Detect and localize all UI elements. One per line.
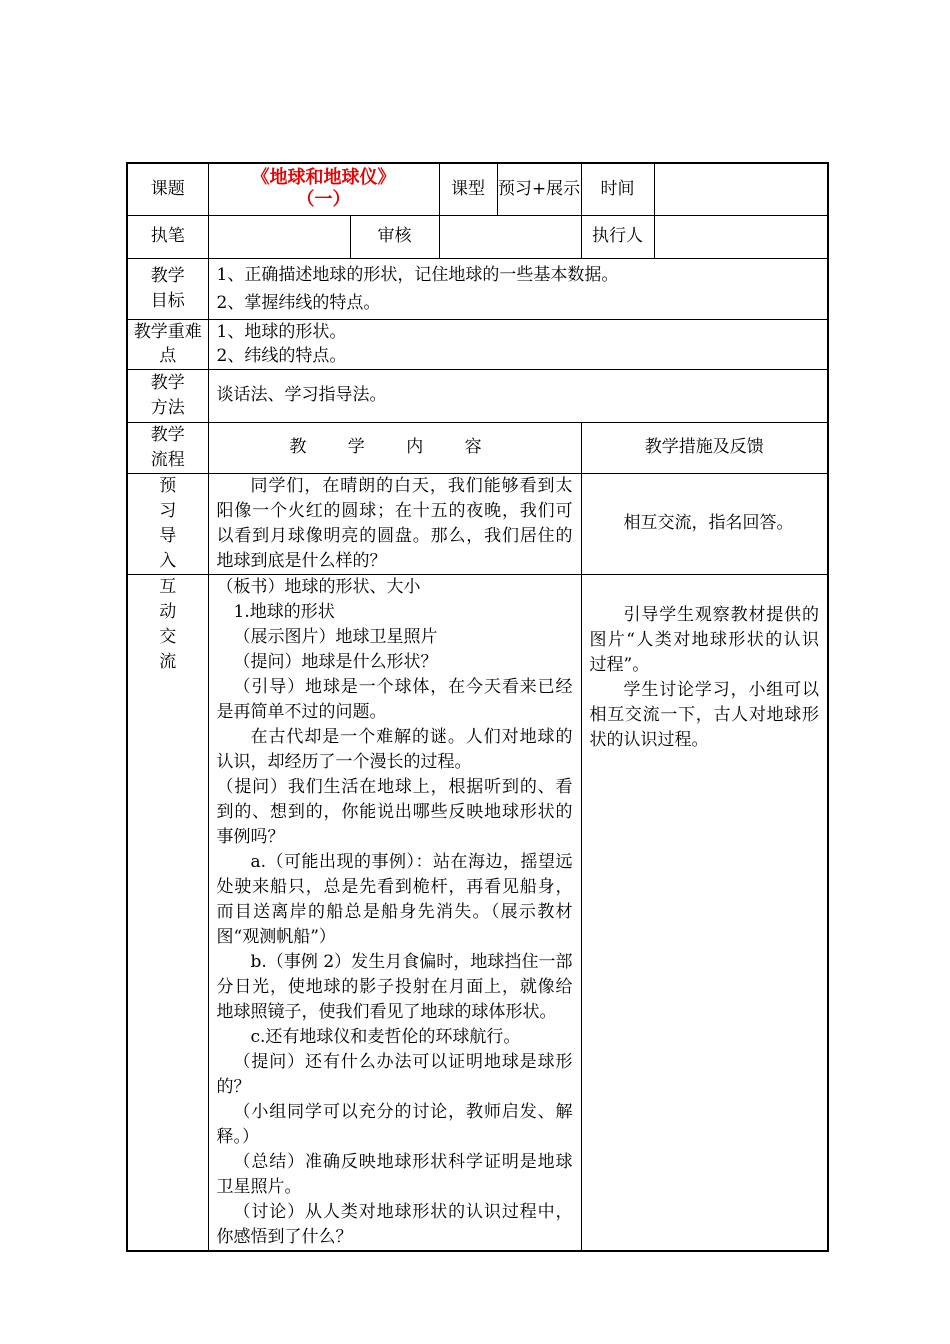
goals-label-text: 教学目标 (150, 265, 185, 311)
interact-paragraph: （提问）还有什么办法可以证明地球是球形的？ (216, 1051, 573, 1097)
preview-label (127, 473, 208, 574)
interact-paragraph: a.（可能出现的事例）：站在海边，摇望远处驶来船只，总是先看到桅杆，再看见船身，而目送离岸的船总是船身先消失。（展示教材图“观测帆船”） (216, 851, 573, 947)
time-value (654, 163, 828, 215)
goal-item: 2、掌握纬线的特点。 (216, 292, 381, 313)
interact-paragraph: （提问）地球是什么形状？ (233, 651, 438, 672)
interact-paragraph: 1.地球的形状 (233, 601, 335, 622)
interact-paragraph: 在古代却是一个难解的谜。人们对地球的认识，却经历了一个漫长的过程。 (216, 726, 573, 772)
methods-text: 谈话法、学习指导法。 (208, 369, 828, 422)
goal-item: 1、正确描述地球的形状，记住地球的一些基本数据。 (216, 264, 619, 285)
keypoints-label (127, 319, 208, 369)
executor-label: 执行人 (581, 215, 654, 258)
interact-paragraph: （展示图片）地球卫星照片 (233, 626, 438, 647)
preview-feedback-text: 相互交流，指名回答。 (623, 513, 794, 533)
keypoint-item: 1、地球的形状。 (216, 322, 347, 342)
type-label: 课型 (439, 163, 497, 215)
preview-feedback (581, 473, 828, 574)
interact-paragraph: （提问）我们生活在地球上，根据听到的、看到的、想到的，你能说出哪些反映地球形状的事例吗？ (216, 776, 573, 847)
feedback-header: 教学措施及反馈 (581, 422, 828, 473)
interact-feedback-paragraph: 学生讨论学习，小组可以相互交流一下，古人对地球形状的认识过程。 (589, 679, 819, 750)
methods-label (127, 369, 208, 422)
interact-label (127, 574, 208, 1251)
interact-label-text: 互动交流 (159, 576, 177, 672)
review-label: 审核 (350, 215, 439, 258)
interact-paragraph: c.还有地球仪和麦哲伦的环球航行。 (250, 1026, 521, 1047)
goals-content (208, 258, 828, 319)
lesson-plan-table (126, 162, 829, 1252)
process-label (127, 422, 208, 473)
time-label: 时间 (581, 163, 654, 215)
review-value (439, 215, 581, 258)
interact-paragraph: （讨论）从人类对地球形状的认识过程中，你感悟到了什么？ (216, 1201, 573, 1247)
preview-paragraph: 同学们，在晴朗的白天，我们能够看到太阳像一个火红的圆球；在十五的夜晚，我们可以看到月球像明亮的圆盘。那么，我们居住的地球到底是什么样的？ (216, 475, 573, 571)
interact-feedback-paragraph: 引导学生观察教材提供的图片“人类对地球形状的认识过程”。 (589, 604, 819, 675)
type-value: 预习+展示 (497, 163, 581, 215)
process-label-text: 教学流程 (150, 424, 185, 470)
interact-paragraph: （引导）地球是一个球体，在今天看来已经是再简单不过的问题。 (216, 676, 573, 722)
preview-content (208, 473, 581, 574)
keypoints-label-text: 教学重难点 (133, 322, 202, 366)
content-header-text: 教 学 内 容 (289, 437, 500, 457)
executor-value (654, 215, 828, 258)
preview-label-text: 预习导入 (159, 475, 177, 571)
keypoints-content (208, 319, 828, 369)
interact-paragraph: b.（事例 2）发生月食偏时，地球挡住一部分日光，使地球的影子投射在月面上，就像给地球照镜子，使我们看见了地球的球体形状。 (216, 951, 573, 1022)
interact-feedback (581, 574, 828, 1251)
topic-label: 课题 (127, 163, 208, 215)
methods-label-text: 教学方法 (150, 372, 185, 418)
topic-title: 《地球和地球仪》（一） (208, 163, 439, 215)
interact-content (208, 574, 581, 1251)
author-label: 执笔 (127, 215, 208, 258)
interact-paragraph: （总结）准确反映地球形状科学证明是地球卫星照片。 (216, 1151, 573, 1197)
interact-paragraph: （板书）地球的形状、大小 (216, 576, 421, 597)
content-header (208, 422, 581, 473)
goals-label (127, 258, 208, 319)
keypoint-item: 2、纬线的特点。 (216, 346, 347, 366)
interact-paragraph: （小组同学可以充分的讨论，教师启发、解释。） (216, 1101, 573, 1147)
author-value (208, 215, 350, 258)
